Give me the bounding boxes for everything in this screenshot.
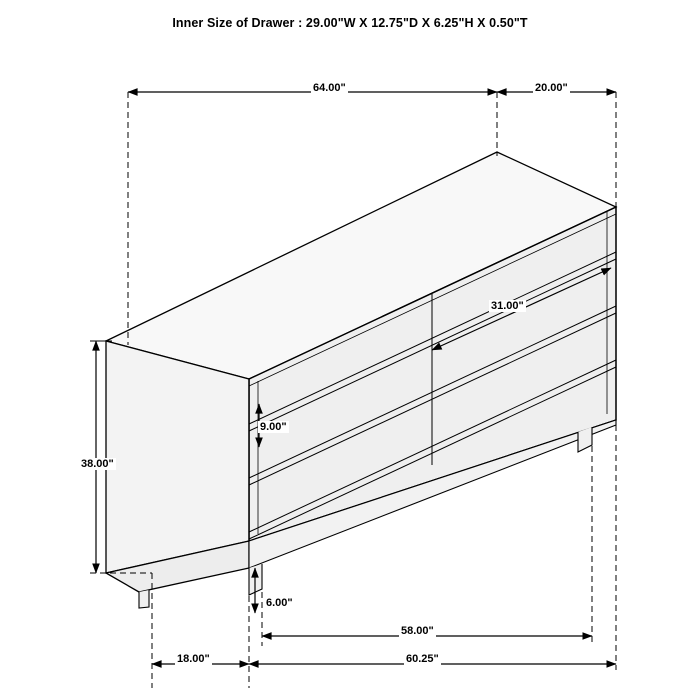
dim-label-base-height: 6.00" bbox=[266, 597, 293, 609]
dim-label-drawer-height: 9.00" bbox=[260, 421, 287, 433]
dresser-left-panel bbox=[106, 341, 249, 573]
dim-label-overall-width: 60.25" bbox=[406, 653, 439, 665]
dim-label-foot-offset: 18.00" bbox=[177, 653, 210, 665]
dim-label-width-top: 64.00" bbox=[313, 82, 346, 94]
foot-left bbox=[139, 590, 149, 608]
dresser-body bbox=[106, 152, 616, 608]
dim-label-height-left: 38.00" bbox=[81, 458, 114, 470]
page-title: Inner Size of Drawer : 29.00"W X 12.75"D X 6.25"H X 0.50"T bbox=[172, 16, 528, 30]
dim-label-depth-top: 20.00" bbox=[535, 82, 568, 94]
dim-label-base-width: 58.00" bbox=[401, 625, 434, 637]
dim-label-drawer-width: 31.00" bbox=[491, 300, 524, 312]
